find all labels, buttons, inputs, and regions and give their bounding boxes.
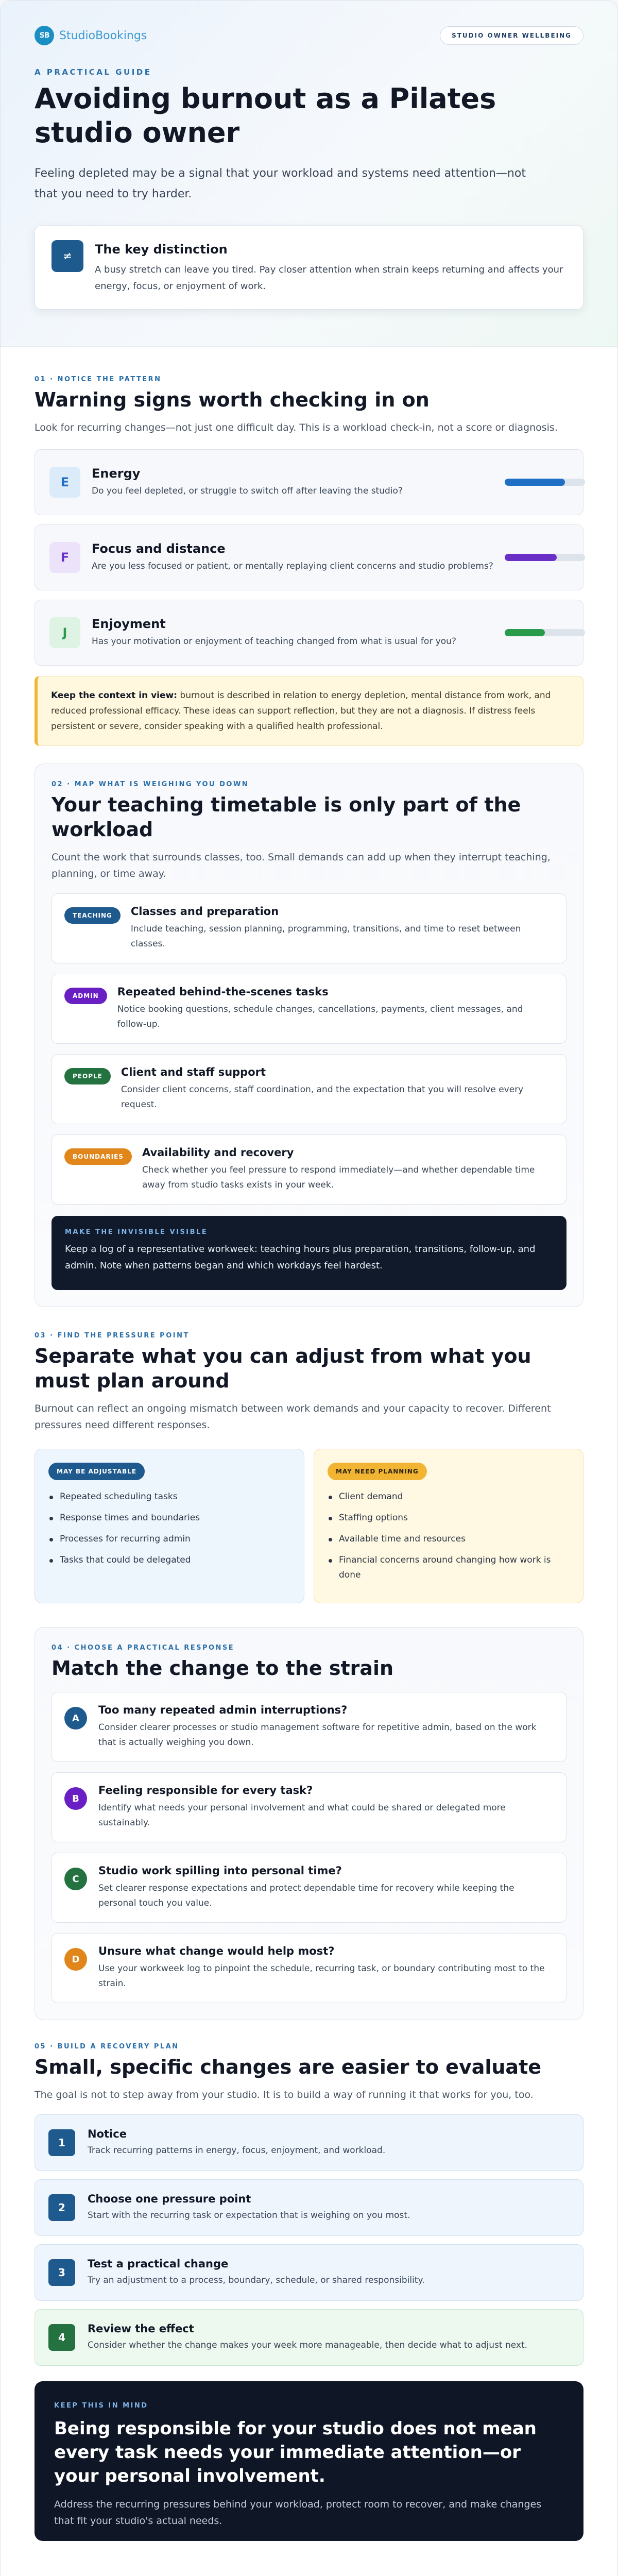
- workload-section: [35, 764, 583, 1307]
- hero: [1, 1, 617, 347]
- step-body: [88, 2323, 527, 2352]
- final-eyebrow: KEEP THIS IN MIND: [54, 2402, 148, 2410]
- section-lede: The goal is not to step away from your studio. It is to build a way of running it that works for you, too.: [35, 2089, 534, 2100]
- step-text: Track recurring patterns in energy, focus, enjoyment, and workload.: [88, 2145, 386, 2156]
- section-eyebrow: 05 · BUILD A RECOVERY PLAN: [35, 2043, 179, 2050]
- note-text: burnout is described in relation to energy depletion, mental distance from work, and reduced professional efficacy. These ideas can support reflection, but they are not a diagnosis. If distress feels persistent or severe, consider speaking with a qualified health professional.: [51, 690, 551, 732]
- page-title: Avoiding burnout as a Pilates studio owner: [35, 82, 496, 149]
- sign-title: Focus and distance: [92, 541, 226, 556]
- hero-lede: Feeling depleted may be a signal that your workload and systems need attention—not that you need to try harder.: [35, 167, 526, 200]
- response-card: [52, 1772, 566, 1842]
- step-text: Consider whether the change makes your week more manageable, then decide what to adjust next.: [88, 2340, 528, 2350]
- final-text: Address the recurring pressures behind your workload, protect room to recover, and make changes that fit your studio's actual needs.: [54, 2499, 542, 2527]
- topbar: [35, 25, 583, 46]
- sign-title: Enjoyment: [92, 617, 166, 631]
- adjustable-item: Response times and boundaries: [48, 1511, 290, 1526]
- workload-tag: ADMIN: [64, 988, 107, 1004]
- plan-step: [35, 2114, 583, 2171]
- sign-letter: F: [49, 542, 80, 573]
- planning-list: [328, 1489, 570, 1583]
- adjustable-column: [35, 1449, 304, 1603]
- workload-tag: PEOPLE: [64, 1068, 111, 1084]
- recovery-plan-section: [1, 2020, 617, 2366]
- plan-step: [35, 2309, 583, 2366]
- sign-card: [35, 600, 583, 666]
- plan-step: [35, 2179, 583, 2236]
- response-card: [52, 1692, 566, 1762]
- step-text: Start with the recurring task or expectation that is weighing on you most.: [88, 2210, 410, 2221]
- workload-text: Notice booking questions, schedule changes, cancellations, payments, client messages, and follow-up.: [117, 1004, 523, 1029]
- keep-in-mind-callout: [35, 2381, 583, 2541]
- planning-pill: MAY NEED PLANNING: [328, 1463, 427, 1480]
- response-text: Use your workweek log to pinpoint the schedule, recurring task, or boundary contributing most to the strain.: [98, 1963, 545, 1989]
- response-body: [98, 1945, 554, 1991]
- brand-logo[interactable]: [35, 26, 147, 45]
- workload-card: [52, 974, 566, 1044]
- adjustable-item: Repeated scheduling tasks: [48, 1489, 290, 1504]
- sign-level-bar: [505, 554, 585, 561]
- sign-level-fill: [505, 479, 565, 486]
- sign-card: [35, 449, 583, 515]
- workload-body: [117, 986, 554, 1032]
- workload-text: Consider client concerns, staff coordination, and the expectation that you will resolve every request.: [121, 1084, 524, 1110]
- workload-tag: BOUNDARIES: [64, 1148, 132, 1165]
- signs-list: [35, 449, 583, 666]
- workload-title: Classes and preparation: [130, 905, 279, 918]
- planning-column: [314, 1449, 583, 1603]
- sign-level-fill: [505, 629, 545, 636]
- adjustable-pill: MAY BE ADJUSTABLE: [48, 1463, 145, 1480]
- sign-text: Do you feel depleted, or struggle to switch off after leaving the studio?: [92, 486, 403, 496]
- response-title: Too many repeated admin interruptions?: [98, 1704, 348, 1716]
- response-body: [98, 1704, 554, 1750]
- step-body: [88, 2128, 385, 2158]
- planning-item: Financial concerns around changing how work is done: [328, 1553, 570, 1583]
- workload-card: [52, 1134, 566, 1205]
- invisible-callout: [52, 1216, 566, 1290]
- step-number: 3: [48, 2259, 75, 2286]
- sign-letter: J: [49, 617, 80, 648]
- sign-level-bar: [505, 629, 585, 636]
- warning-signs-section: [1, 347, 617, 746]
- workload-card: [52, 893, 566, 963]
- section-eyebrow: 02 · MAP WHAT IS WEIGHING YOU DOWN: [52, 781, 249, 788]
- section-eyebrow: 01 · NOTICE THE PATTERN: [35, 376, 162, 383]
- section-title: Small, specific changes are easier to evaluate: [35, 2056, 542, 2078]
- workload-card: [52, 1054, 566, 1124]
- adjustable-item: Tasks that could be delegated: [48, 1553, 290, 1568]
- workload-body: [142, 1146, 554, 1193]
- section-title: Your teaching timetable is only part of the workload: [52, 793, 521, 841]
- callout-text: Keep a log of a representative workweek: teaching hours plus preparation, transitions, follow-up, and admin. Note when patterns began and which workdays feel hardest.: [65, 1244, 536, 1271]
- header-pill: STUDIO OWNER WELLBEING: [440, 26, 583, 45]
- section-eyebrow: 03 · FIND THE PRESSURE POINT: [35, 1332, 190, 1340]
- section-title: Match the change to the strain: [52, 1657, 394, 1680]
- sign-title: Energy: [92, 466, 141, 481]
- step-number: 4: [48, 2324, 75, 2351]
- planning-item: Client demand: [328, 1489, 570, 1504]
- workload-title: Availability and recovery: [142, 1146, 294, 1159]
- sign-letter: E: [49, 467, 80, 498]
- callout-eyebrow: MAKE THE INVISIBLE VISIBLE: [65, 1228, 208, 1236]
- sign-text: Has your motivation or enjoyment of teaching changed from what is usual for you?: [92, 636, 456, 647]
- step-text: Try an adjustment to a process, boundary, schedule, or shared responsibility.: [88, 2275, 425, 2285]
- response-title: Studio work spilling into personal time?: [98, 1865, 342, 1877]
- adjustable-item: Processes for recurring admin: [48, 1532, 290, 1547]
- workload-text: Include teaching, session planning, programming, transitions, and time to reset between classes.: [130, 924, 521, 949]
- response-letter: A: [64, 1707, 87, 1730]
- planning-item: Available time and resources: [328, 1532, 570, 1547]
- note-bold: Keep the context in view:: [51, 690, 178, 701]
- workload-body: [131, 905, 554, 952]
- key-text: A busy stretch can leave you tired. Pay closer attention when strain keeps returning and affects your energy, focus, or enjoyment of work.: [95, 264, 563, 292]
- step-title: Test a practical change: [88, 2258, 229, 2270]
- steps-list: [35, 2114, 583, 2366]
- workload-tag: TEACHING: [64, 907, 121, 924]
- brand-name: StudioBookings: [59, 29, 147, 42]
- response-card: [52, 1853, 566, 1923]
- sign-body: [92, 617, 493, 649]
- section-title: Warning signs worth checking in on: [35, 388, 430, 411]
- choose-list: [52, 1692, 566, 2003]
- response-body: [98, 1865, 554, 1911]
- section-eyebrow: 04 · CHOOSE A PRACTICAL RESPONSE: [52, 1644, 235, 1652]
- section-lede: Look for recurring changes—not just one difficult day. This is a workload check-in, not a score or diagnosis.: [35, 422, 558, 433]
- pressure-columns: [35, 1449, 583, 1603]
- section-lede: Count the work that surrounds classes, too. Small demands can add up when they interrupt teaching, planning, or time away.: [52, 852, 551, 879]
- response-body: [98, 1784, 554, 1831]
- response-text: Identify what needs your personal involvement and what could be shared or delegated more sustainably.: [98, 1803, 506, 1828]
- sign-text: Are you less focused or patient, or mentally replaying client concerns and studio problems?: [92, 561, 493, 571]
- final-title: Being responsible for your studio does not mean every task needs your immediate attention—or your personal involvement.: [54, 2418, 537, 2486]
- workload-body: [121, 1066, 554, 1112]
- step-number: 1: [48, 2129, 75, 2156]
- response-title: Unsure what change would help most?: [98, 1945, 335, 1957]
- choose-section: [35, 1627, 583, 2020]
- response-text: Set clearer response expectations and protect dependable time for recovery while keeping the personal touch you value.: [98, 1883, 514, 1908]
- planning-item: Staffing options: [328, 1511, 570, 1526]
- sign-level-bar: [505, 479, 585, 486]
- sign-card: [35, 524, 583, 590]
- step-body: [88, 2258, 425, 2287]
- step-title: Review the effect: [88, 2323, 194, 2335]
- step-title: Choose one pressure point: [88, 2193, 251, 2205]
- sign-level-fill: [505, 554, 557, 561]
- section-title: Separate what you can adjust from what you must plan around: [35, 1345, 531, 1392]
- step-title: Notice: [88, 2128, 127, 2140]
- sign-body: [92, 466, 493, 498]
- workload-title: Repeated behind-the-scenes tasks: [117, 986, 329, 998]
- response-title: Feeling responsible for every task?: [98, 1784, 313, 1797]
- key-distinction-card: [35, 225, 583, 310]
- brand-mark-icon: SB: [35, 26, 54, 45]
- plan-step: [35, 2244, 583, 2301]
- not-equal-icon: ≠: [52, 240, 83, 272]
- pressure-section: [1, 1307, 617, 1603]
- step-number: 2: [48, 2194, 75, 2221]
- response-letter: C: [64, 1868, 87, 1890]
- adjustable-list: [48, 1489, 290, 1568]
- workload-title: Client and staff support: [121, 1066, 266, 1078]
- workload-text: Check whether you feel pressure to respond immediately—and whether dependable time away from studio tasks exists in your week.: [142, 1165, 535, 1190]
- workload-list: [52, 893, 566, 1205]
- key-title: The key distinction: [95, 242, 228, 257]
- response-letter: B: [64, 1787, 87, 1810]
- step-body: [88, 2193, 410, 2223]
- response-letter: D: [64, 1948, 87, 1971]
- section-lede: Burnout can reflect an ongoing mismatch between work demands and your capacity to recover. Different pressures need different responses.: [35, 1403, 551, 1431]
- context-note: [35, 676, 583, 746]
- response-card: [52, 1933, 566, 2003]
- response-text: Consider clearer processes or studio management software for repetitive admin, based on the work that is actually weighing you down.: [98, 1722, 537, 1748]
- hero-eyebrow: A PRACTICAL GUIDE: [35, 67, 152, 77]
- sign-body: [92, 541, 493, 573]
